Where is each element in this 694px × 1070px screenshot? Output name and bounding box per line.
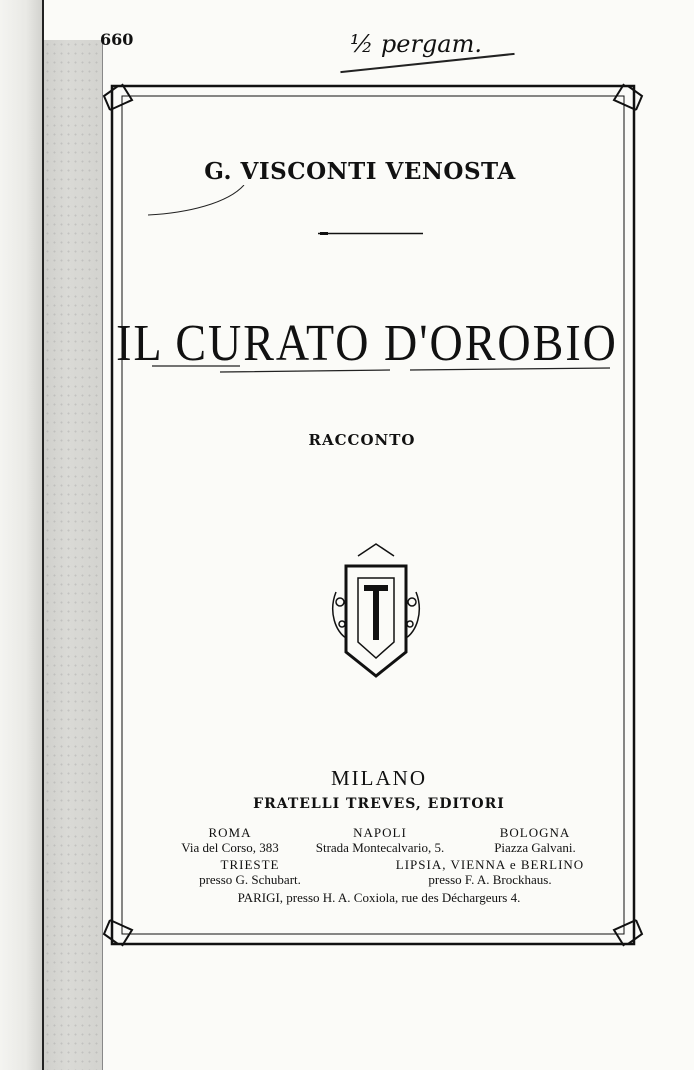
handwritten-note: ½ pergam. <box>350 30 482 58</box>
branch-napoli: NAPOLI Strada Montecalvario, 5. <box>315 825 445 855</box>
imprint-city: MILANO <box>331 766 427 790</box>
branch-lipsia: LIPSIA, VIENNA e BERLINO presso F. A. Brockhaus. <box>395 857 585 887</box>
publisher-emblem-icon <box>328 542 424 682</box>
shelf-number: 660 <box>100 30 134 49</box>
ornament-rule <box>318 232 423 235</box>
title-underline <box>150 362 620 382</box>
book-title: IL CURATO D'OROBIO <box>116 313 618 372</box>
branch-paris: PARIGI, presso H. A. Coxiola, rue des Déchargeurs 4. <box>237 890 521 905</box>
author-name: G. VISCONTI VENOSTA <box>204 158 516 185</box>
pen-flourish <box>148 185 248 220</box>
branch-roma: ROMA Via del Corso, 383 <box>181 825 279 855</box>
subtitle: RACCONTO <box>308 431 416 449</box>
branch-trieste: TRIESTE presso G. Schubart. <box>199 857 301 887</box>
publisher-name: FRATELLI TREVES, EDITORI <box>253 796 505 812</box>
branch-bologna: BOLOGNA Piazza Galvani. <box>494 825 576 855</box>
